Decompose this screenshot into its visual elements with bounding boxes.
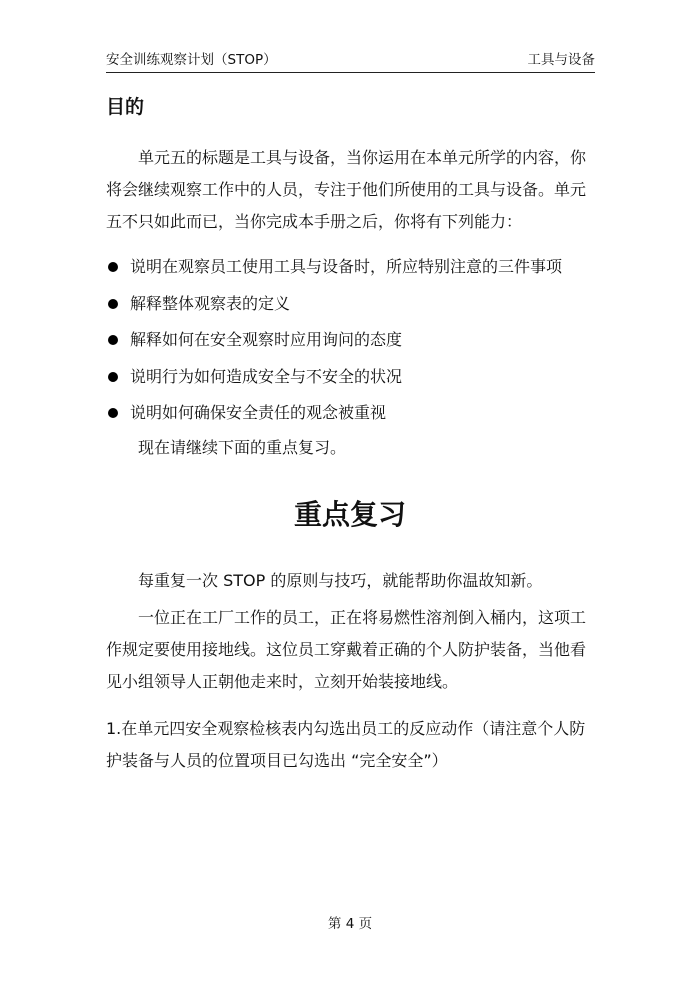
list-item-text: 解释如何在安全观察时应用询问的态度 — [130, 330, 403, 350]
ability-list — [106, 251, 596, 434]
list-item-text: 说明在观察员工使用工具与设备时，所应特别注意的三件事项 — [130, 257, 563, 276]
review-title: 重点复习 — [293, 498, 406, 531]
bullet-icon — [108, 262, 118, 272]
question-1: 1.在单元四安全观察检核表内勾选出员工的反应动作（请注意个人防护装备与人员的位置项目已勾选出 “完全安全”） — [106, 719, 586, 770]
list-item-text: 说明如何确保安全责任的观念被重视 — [130, 403, 387, 423]
scenario-paragraph: 一位正在工厂工作的员工，正在将易燃性溶剂倒入桶内，这项工作规定要使用接地线。这位员工穿戴着正确的个人防护装备，当他看见小组领导人正朝他走来时，立刻开始装接地线。 — [106, 608, 587, 691]
list-item — [106, 324, 596, 361]
bullet-icon — [108, 335, 118, 345]
page-number: 第 4 页 — [327, 916, 373, 932]
bullet-icon — [108, 299, 118, 309]
purpose-heading: 目的 — [106, 96, 145, 118]
list-item — [106, 251, 596, 288]
closing-sentence: 现在请继续下面的重点复习。 — [138, 438, 347, 457]
header-document-title: 安全训练观察计划（STOP） — [106, 52, 277, 68]
page-header — [106, 50, 595, 73]
list-item — [106, 361, 596, 398]
review-intro-paragraph: 每重复一次 STOP 的原则与技巧，就能帮助你温故知新。 — [138, 571, 543, 590]
list-item-text: 解释整体观察表的定义 — [130, 293, 291, 313]
bullet-icon — [108, 372, 118, 382]
header-section-title: 工具与设备 — [527, 52, 595, 68]
list-item-text: 说明行为如何造成安全与不安全的状况 — [130, 366, 403, 386]
bullet-icon — [108, 408, 118, 418]
list-item — [106, 397, 596, 434]
intro-paragraph: 单元五的标题是工具与设备，当你运用在本单元所学的内容，你将会继续观察工作中的人员，专注于他们所使用的工具与设备。单元五不只如此而已，当你完成本手册之后，你将有下列能力： — [106, 148, 587, 231]
list-item — [106, 288, 596, 325]
